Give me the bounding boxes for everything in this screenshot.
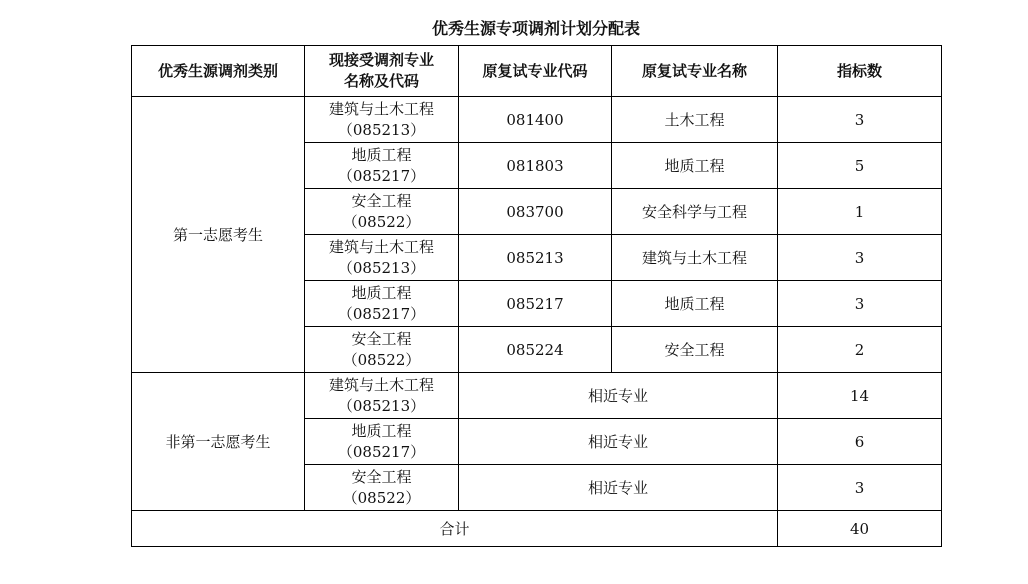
major-code: （085213）: [337, 120, 426, 139]
major-name: 地质工程: [351, 421, 412, 440]
quota-cell: 6: [778, 419, 942, 465]
category-cell: 非第一志愿考生: [132, 373, 305, 511]
header-category: 优秀生源调剂类别: [132, 46, 305, 97]
quota-cell: 3: [778, 97, 942, 143]
quota-cell: 2: [778, 327, 942, 373]
table-row: [132, 97, 942, 143]
orig-name-cell: 安全工程: [612, 327, 778, 373]
major-code: （08522）: [342, 350, 421, 369]
orig-code-cell: 081803: [459, 143, 612, 189]
quota-cell: 3: [778, 281, 942, 327]
orig-name-cell: 土木工程: [612, 97, 778, 143]
major-code: （085217）: [337, 166, 426, 185]
major-cell: [305, 373, 459, 419]
major-code: （085217）: [337, 442, 426, 461]
header-quota: 指标数: [778, 46, 942, 97]
major-cell: [305, 235, 459, 281]
orig-merged-cell: 相近专业: [459, 419, 778, 465]
major-cell: [305, 97, 459, 143]
major-code: （08522）: [342, 212, 421, 231]
orig-code-cell: 083700: [459, 189, 612, 235]
major-code: （085213）: [337, 258, 426, 277]
orig-merged-cell: 相近专业: [459, 465, 778, 511]
major-name: 建筑与土木工程: [328, 375, 434, 394]
major-name: 安全工程: [351, 191, 412, 210]
orig-merged-cell: 相近专业: [459, 373, 778, 419]
header-major: [305, 46, 459, 97]
total-label: 合计: [132, 511, 778, 547]
quota-table: [131, 45, 942, 547]
major-code: （085217）: [337, 304, 426, 323]
quota-cell: 3: [778, 465, 942, 511]
major-name: 安全工程: [351, 329, 412, 348]
orig-name-cell: 安全科学与工程: [612, 189, 778, 235]
table-row: [132, 373, 942, 419]
orig-code-cell: 085224: [459, 327, 612, 373]
orig-name-cell: 地质工程: [612, 281, 778, 327]
total-value: 40: [778, 511, 942, 547]
header-orig-name: 原复试专业名称: [612, 46, 778, 97]
orig-name-cell: 建筑与土木工程: [612, 235, 778, 281]
orig-name-cell: 地质工程: [612, 143, 778, 189]
total-row: [132, 511, 942, 547]
header-row: [132, 46, 942, 97]
major-cell: [305, 281, 459, 327]
orig-code-cell: 085213: [459, 235, 612, 281]
quota-cell: 3: [778, 235, 942, 281]
orig-code-cell: 085217: [459, 281, 612, 327]
major-code: （085213）: [337, 396, 426, 415]
major-cell: [305, 465, 459, 511]
major-name: 建筑与土木工程: [328, 237, 434, 256]
major-cell: [305, 419, 459, 465]
header-orig-code: 原复试专业代码: [459, 46, 612, 97]
major-name: 建筑与土木工程: [328, 99, 434, 118]
major-cell: [305, 143, 459, 189]
major-name: 安全工程: [351, 467, 412, 486]
quota-cell: 1: [778, 189, 942, 235]
header-major-line1: 现接受调剂专业: [328, 51, 434, 69]
major-cell: [305, 189, 459, 235]
quota-cell: 5: [778, 143, 942, 189]
major-code: （08522）: [342, 488, 421, 507]
quota-cell: 14: [778, 373, 942, 419]
table-title: 优秀生源专项调剂计划分配表: [431, 19, 640, 38]
major-name: 地质工程: [351, 283, 412, 302]
orig-code-cell: 081400: [459, 97, 612, 143]
category-cell: 第一志愿考生: [132, 97, 305, 373]
header-major-line2: 名称及代码: [343, 72, 419, 90]
major-name: 地质工程: [351, 145, 412, 164]
major-cell: [305, 327, 459, 373]
